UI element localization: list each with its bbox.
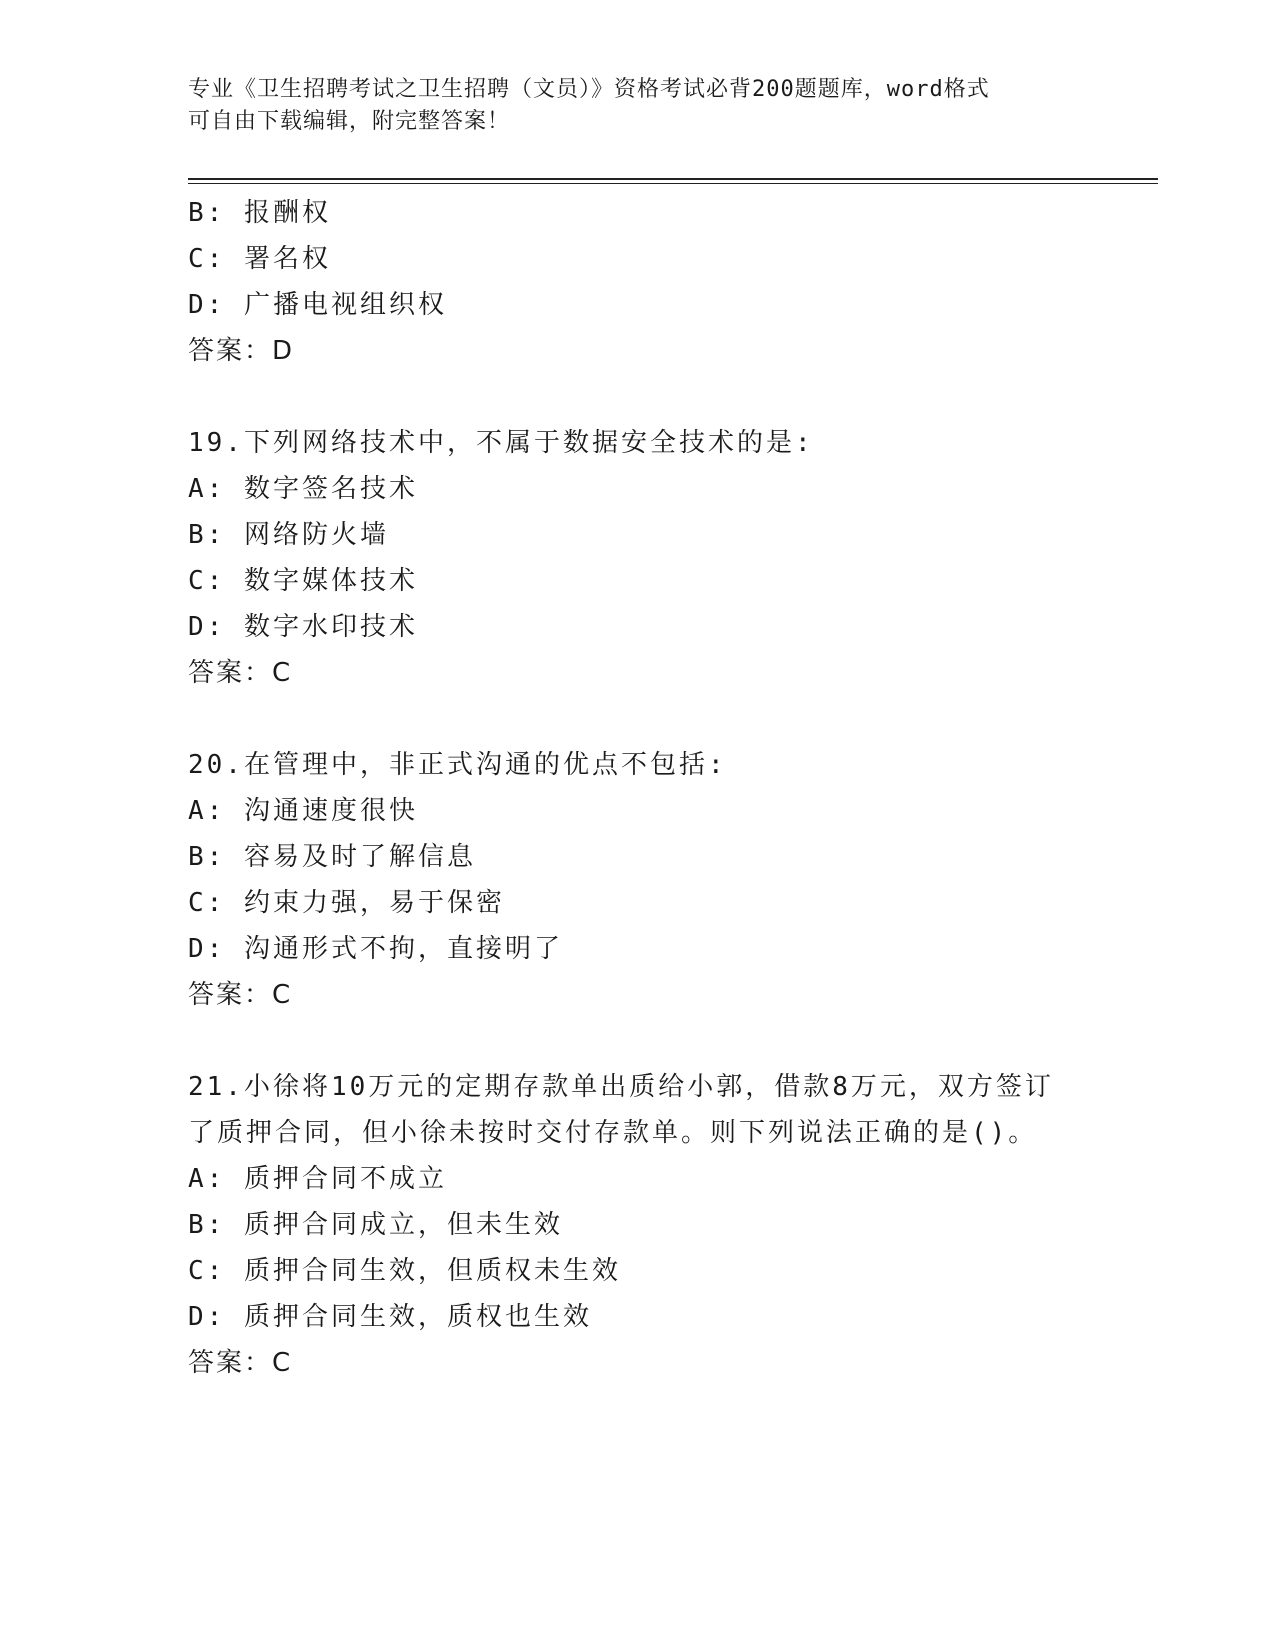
question-block-19 (188, 420, 1068, 696)
page-header (188, 74, 1078, 138)
option-b: B: 报酬权 (188, 198, 331, 228)
answer-line: 答案：C (188, 1348, 293, 1378)
header-divider-thin (188, 183, 1158, 184)
question-list (188, 190, 1068, 1386)
option-d: D: 数字水印技术 (188, 612, 418, 642)
question-block-20 (188, 742, 1068, 1018)
option-d: D: 广播电视组织权 (188, 290, 447, 320)
answer-line: 答案：C (188, 980, 293, 1010)
option-c: C: 数字媒体技术 (188, 566, 418, 596)
option-c: C: 约束力强，易于保密 (188, 888, 505, 918)
header-divider-thick (188, 178, 1158, 180)
option-d: D: 沟通形式不拘，直接明了 (188, 934, 563, 964)
question-stem: 19.下列网络技术中，不属于数据安全技术的是: (188, 428, 814, 458)
spacer (188, 1018, 1068, 1064)
option-b: B: 网络防火墙 (188, 520, 389, 550)
option-a: A: 数字签名技术 (188, 474, 418, 504)
question-stem-line-1: 21.小徐将10万元的定期存款单出质给小郭，借款8万元，双方签订 (188, 1072, 1054, 1102)
option-b: B: 质押合同成立，但未生效 (188, 1210, 563, 1240)
answer-line: 答案：C (188, 658, 293, 688)
option-a: A: 沟通速度很快 (188, 796, 418, 826)
question-stem-line-2: 了质押合同，但小徐未按时交付存款单。则下列说法正确的是()。 (188, 1118, 1038, 1148)
question-stem: 20.在管理中，非正式沟通的优点不包括: (188, 750, 727, 780)
spacer (188, 374, 1068, 420)
option-d: D: 质押合同生效，质权也生效 (188, 1302, 592, 1332)
question-block-18 (188, 190, 1068, 374)
answer-line: 答案：D (188, 336, 295, 366)
option-c: C: 质押合同生效，但质权未生效 (188, 1256, 621, 1286)
spacer (188, 696, 1068, 742)
option-c: C: 署名权 (188, 244, 331, 274)
option-b: B: 容易及时了解信息 (188, 842, 476, 872)
header-line-2: 可自由下载编辑，附完整答案！ (188, 109, 511, 134)
header-line-1: 专业《卫生招聘考试之卫生招聘（文员）》资格考试必背200题题库，word格式 (188, 77, 990, 102)
option-a: A: 质押合同不成立 (188, 1164, 447, 1194)
question-block-21 (188, 1064, 1068, 1386)
